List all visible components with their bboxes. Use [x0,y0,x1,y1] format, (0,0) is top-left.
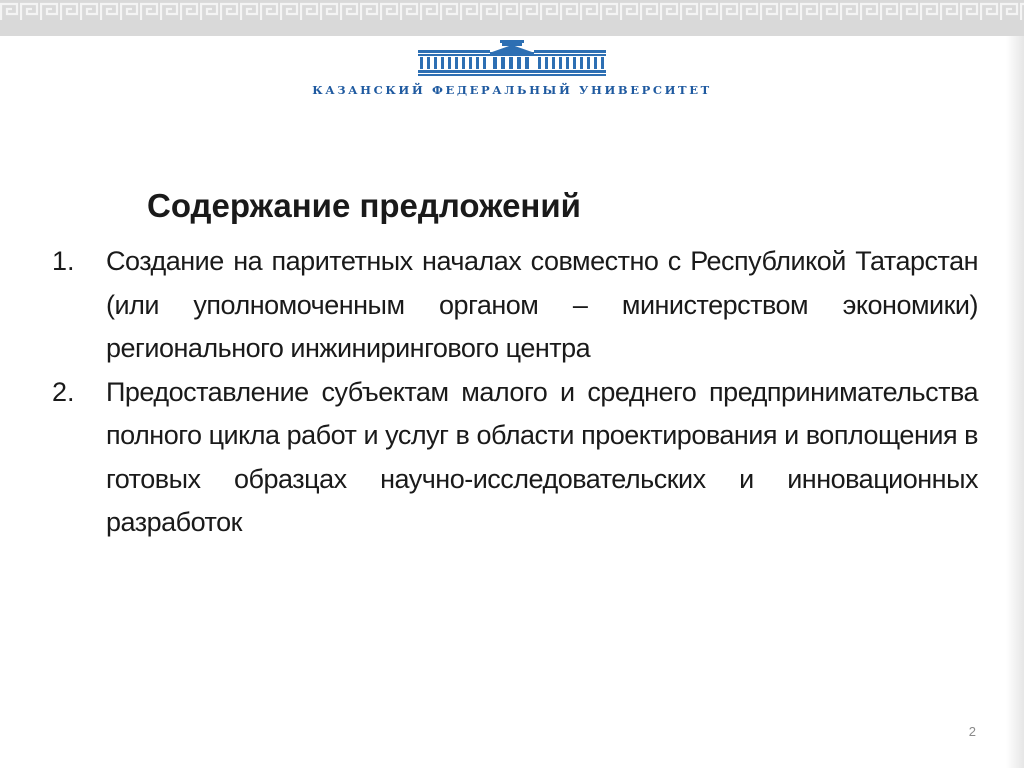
item-number: 1. [52,246,75,276]
top-ornament-band [0,0,1024,36]
meander-pattern [0,0,1024,24]
item-number: 2. [52,376,75,407]
university-name: КАЗАНСКИЙ ФЕДЕРАЛЬНЫЙ УНИВЕРСИТЕТ [312,83,712,97]
item-text: Предоставление субъектам малого и среднего предпринимательства полного цикла работ и услуг в области проектирования и воплощения в готовых образцах научно-исследовательских и инновационных разработок [106,376,978,537]
proposal-list [52,240,978,545]
list-item [52,240,978,371]
university-building-icon [418,40,606,76]
page-number: 2 [968,724,976,739]
right-edge-shadow [1006,36,1024,768]
list-item [52,371,978,545]
slide-title: Содержание предложений [147,187,581,224]
item-text: Создание на паритетных началах совместно с Республикой Татарстан (или уполномоченным органом – министерством экономики) регионального инжинирингового центра [106,246,978,363]
